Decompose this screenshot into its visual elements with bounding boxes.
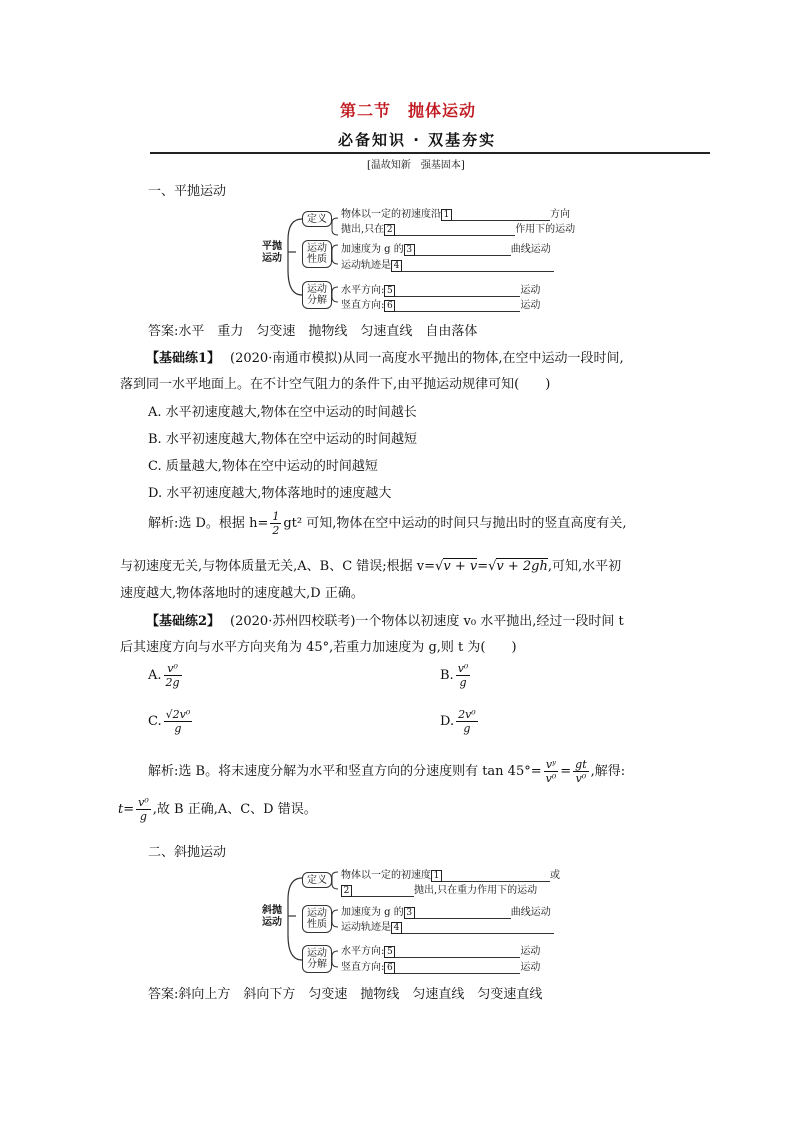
- ex2-option-a: A. $\frac{\text{v⁰}}{2g}$: [148, 662, 180, 689]
- mindmap2-def-box: 定义: [302, 872, 332, 888]
- ex2-option-b: B. $\frac{\text{v⁰}}{g}$: [440, 662, 469, 689]
- mindmap1-vertical: 竖直方向: 6 运动: [341, 300, 541, 311]
- section1-heading: 一、平抛运动: [148, 184, 227, 199]
- mindmap2-root: 斜抛 运动: [262, 905, 282, 928]
- mindmap2-decomp-box: 运动 分解: [302, 945, 332, 973]
- ex2-line1: 【基础练2】 (2020·苏州四校联考)一个物体以初速度 v₀ 水平抛出,经过一段时间 t: [146, 614, 624, 629]
- ex1-solution-line3: 速度越大,物体落地时的速度越大,D 正确。: [120, 586, 364, 601]
- ex2-line2: 后其速度方向与水平方向夹角为 45°,若重力加速度为 g,则 t 为( ): [120, 640, 517, 655]
- section2-answer: 答案:斜向上方 斜向下方 匀变速 抛物线 匀速直线 匀变速直线: [148, 987, 543, 1002]
- mindmap2-prop-box: 运动 性质: [302, 905, 332, 933]
- ex1-option-a: A. 水平初速度越大,物体在空中运动的时间越长: [148, 405, 417, 420]
- mindmap2-prop-line1: 加速度为 g 的 3 曲线运动: [341, 907, 551, 918]
- mindmap1-def-box: 定义: [302, 211, 332, 227]
- ex2-solution-line1: 解析:选 B。将末速度分解为水平和竖直方向的分速度则有 tan 45°= $\frac{\text{vʸ}}{\text{v⁰}}$ = $\frac{gt}{\text{v⁰}}$ ,解得:: [148, 758, 626, 785]
- ex1-option-d: D. 水平初速度越大,物体落地时的速度越大: [148, 486, 392, 501]
- mindmap1-prop-box: 运动 性质: [302, 240, 332, 268]
- ex1-option-b: B. 水平初速度越大,物体在空中运动的时间越短: [148, 432, 417, 447]
- page-title: 第二节 抛体运动: [340, 101, 477, 120]
- mindmap2-def-line2: 2 抛出,只在重力作用下的运动: [341, 881, 537, 897]
- mindmap2-horizontal: 水平方向: 5 运动: [341, 946, 541, 957]
- ex1-solution-line2: 与初速度无关,与物体质量无关,A、B、C 错误;根据 v=√v + v=√v + 2gh,可知,水平初: [120, 559, 622, 574]
- mindmap1-root: 平抛 运动: [262, 241, 282, 264]
- mindmap1-decomp-box: 运动 分解: [302, 281, 332, 309]
- ex1-line1: 【基础练1】 (2020·南通市模拟)从同一高度水平抛出的物体,在空中运动一段时间,: [146, 351, 624, 366]
- mindmap2-vertical: 竖直方向: 6 运动: [341, 962, 541, 973]
- mindmap1-def-line1: 物体以一定的初速度沿 1 方向: [341, 209, 570, 220]
- mindmap1-horizontal: 水平方向: 5 运动: [341, 285, 541, 296]
- ex2-solution-line2: t= $\frac{\text{v⁰}}{g}$ ,故 B 正确,A、C、D 错误。: [118, 796, 317, 823]
- mindmap2-def-line1: 物体以一定的初速度 1 或: [341, 870, 560, 881]
- banner-title: 必备知识 · 双基夯实: [338, 131, 497, 149]
- ex1-solution-line1: 解析:选 D。根据 h= $\frac{1}{2}$ gt² 可知,物体在空中运动的时间只与抛出时的竖直高度有关,: [148, 510, 627, 537]
- banner-subtitle: [温故知新 强基固本]: [367, 160, 465, 171]
- ex1-line2: 落到同一水平地面上。在不计空气阻力的条件下,由平抛运动规律可知( ): [120, 377, 551, 392]
- section2-heading: 二、斜抛运动: [148, 845, 227, 860]
- section1-answer: 答案:水平 重力 匀变速 抛物线 匀速直线 自由落体: [148, 324, 478, 339]
- mindmap1-prop-line2: 运动轨迹是 4: [341, 256, 554, 272]
- mindmap1-prop-line1: 加速度为 g 的 3 曲线运动: [341, 244, 551, 255]
- mindmap2-prop-line2: 运动轨迹是 4: [341, 918, 554, 934]
- ex2-option-d: D. $\frac{\text{2v⁰}}{g}$: [440, 708, 476, 735]
- ex1-option-c: C. 质量越大,物体在空中运动的时间越短: [148, 459, 378, 474]
- mindmap1-def-line2: 抛出,只在 2 作用下的运动: [341, 224, 576, 235]
- ex2-option-c: C. $\frac{\text{√2v⁰}}{g}$: [148, 708, 191, 735]
